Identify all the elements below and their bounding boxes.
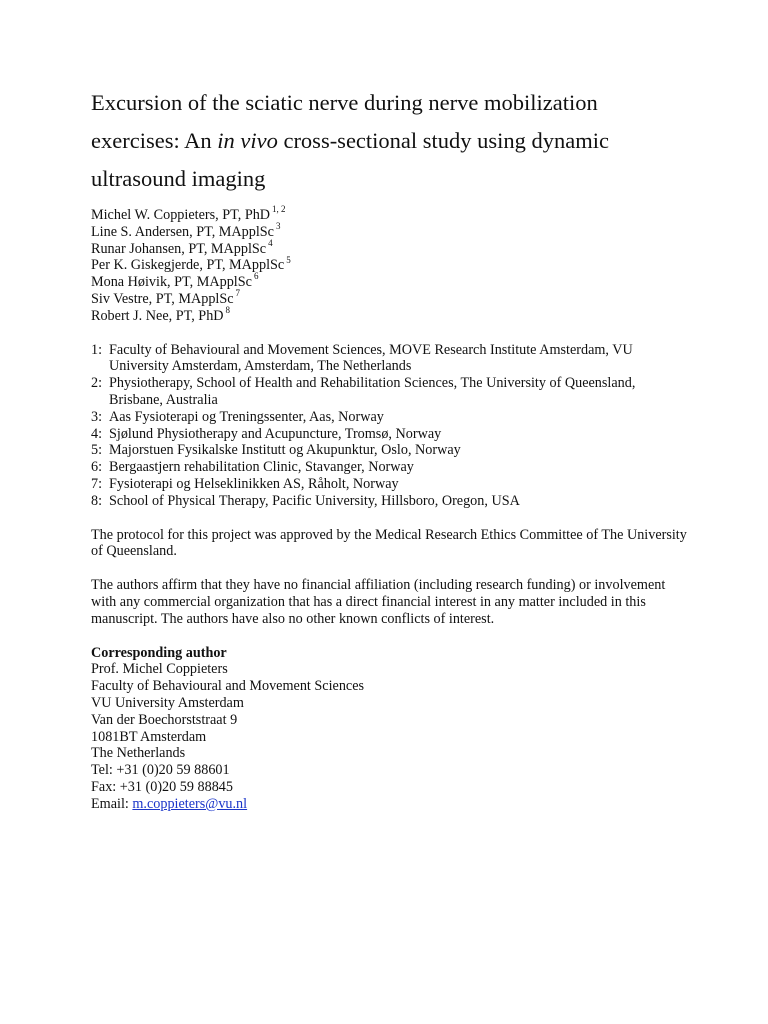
affiliation-number: 8: — [91, 492, 103, 509]
paper-title — [91, 84, 691, 198]
author-name: Per K. Giskegjerde, PT, MApplSc — [91, 257, 285, 274]
author-row — [91, 271, 691, 291]
affiliation-item — [91, 375, 691, 409]
affiliation-item — [91, 459, 691, 476]
affiliation-text: Majorstuen Fysikalske Institutt og Akupunktur, Oslo, Norway — [109, 442, 461, 459]
affiliation-text: Sjølund Physiotherapy and Acupuncture, Tromsø, Norway — [109, 425, 442, 442]
ethics-statement: The protocol for this project was approved by the Medical Research Ethics Committee of The University of Queensland. — [91, 526, 687, 560]
author-name: Mona Høivik, PT, MApplSc — [91, 274, 252, 291]
title-italic: in vivo — [217, 128, 278, 153]
author-name: Robert J. Nee, PT, PhD — [91, 307, 224, 324]
corresponding-author-city: 1081BT Amsterdam — [91, 728, 207, 745]
author-row — [91, 305, 691, 325]
affiliation-number: 1: — [91, 341, 103, 358]
author-row — [91, 288, 691, 308]
corresponding-author-block — [91, 645, 691, 813]
corresponding-author-email-row — [91, 796, 691, 813]
affiliation-text: School of Physical Therapy, Pacific University, Hillsboro, Oregon, USA — [109, 492, 520, 509]
affiliation-list — [91, 342, 691, 510]
affiliation-number: 4: — [91, 425, 103, 442]
author-affiliation-ref: 3 — [275, 221, 281, 232]
author-affiliation-ref: 7 — [235, 288, 241, 299]
author-row — [91, 221, 691, 241]
author-name: Siv Vestre, PT, MApplSc — [91, 290, 234, 307]
title-part-2: cross-sectional study using dynamic ultrasound imaging — [91, 128, 610, 191]
affiliation-text: Bergaastjern rehabilitation Clinic, Stavanger, Norway — [109, 459, 414, 476]
affiliation-number: 5: — [91, 442, 103, 459]
author-row — [91, 237, 691, 258]
author-name: Michel W. Coppieters, PT, PhD — [91, 207, 271, 223]
email-link[interactable]: m.coppieters@vu.nl — [132, 795, 248, 812]
affiliation-item — [91, 426, 691, 443]
conflict-of-interest-statement: The authors affirm that they have no financial affiliation (including research funding) or involvement with any commercial organization that has a direct financial interest in any matter included in this manuscript. The authors have also no other known conflicts of interest. — [91, 577, 666, 627]
author-affiliation-ref: 5 — [286, 254, 291, 265]
author-affiliation-ref: 4 — [268, 237, 273, 248]
affiliation-text: Faculty of Behavioural and Movement Sciences, MOVE Research Institute Amsterdam, VU University Amsterdam, Amsterdam, The Netherlands — [109, 341, 633, 375]
corresponding-author-street: Van der Boechorststraat 9 — [91, 711, 238, 728]
affiliation-item — [91, 409, 691, 426]
corresponding-author-name: Prof. Michel Coppieters — [91, 661, 228, 678]
author-name: Runar Johansen, PT, MApplSc — [91, 240, 267, 257]
manuscript-title-page — [91, 84, 691, 813]
title-part-1: Excursion of the sciatic nerve during nerve mobilization exercises: An — [91, 90, 598, 153]
corresponding-author-heading: Corresponding author — [91, 644, 227, 661]
affiliation-number: 2: — [91, 375, 103, 392]
affiliation-item — [91, 476, 691, 493]
affiliation-text: Aas Fysioterapi og Treningssenter, Aas, Norway — [109, 408, 384, 425]
author-name: Line S. Andersen, PT, MApplSc — [91, 223, 274, 240]
affiliation-text: Physiotherapy, School of Health and Rehabilitation Sciences, The University of Queensland, Brisbane, Australia — [109, 375, 636, 408]
corresponding-author-fax: Fax: +31 (0)20 59 88845 — [91, 778, 233, 795]
affiliation-number: 3: — [91, 408, 103, 425]
affiliation-number: 6: — [91, 459, 103, 476]
affiliation-item — [91, 493, 691, 510]
author-row — [91, 204, 691, 224]
corresponding-author-country: The Netherlands — [91, 745, 186, 762]
affiliation-text: Fysioterapi og Helseklinikken AS, Råholt, Norway — [109, 475, 399, 492]
author-affiliation-ref: 1, 2 — [272, 204, 286, 215]
author-affiliation-ref: 6 — [253, 271, 259, 282]
author-affiliation-ref: 8 — [225, 305, 231, 316]
affiliation-number: 7: — [91, 475, 103, 492]
corresponding-author-faculty: Faculty of Behavioural and Movement Sciences — [91, 678, 365, 695]
author-row — [91, 254, 691, 274]
author-list — [91, 204, 691, 325]
corresponding-author-university: VU University Amsterdam — [91, 694, 244, 711]
affiliation-item — [91, 342, 691, 376]
affiliation-item — [91, 442, 691, 459]
email-label: Email: — [91, 795, 133, 812]
corresponding-author-tel: Tel: +31 (0)20 59 88601 — [91, 762, 230, 779]
